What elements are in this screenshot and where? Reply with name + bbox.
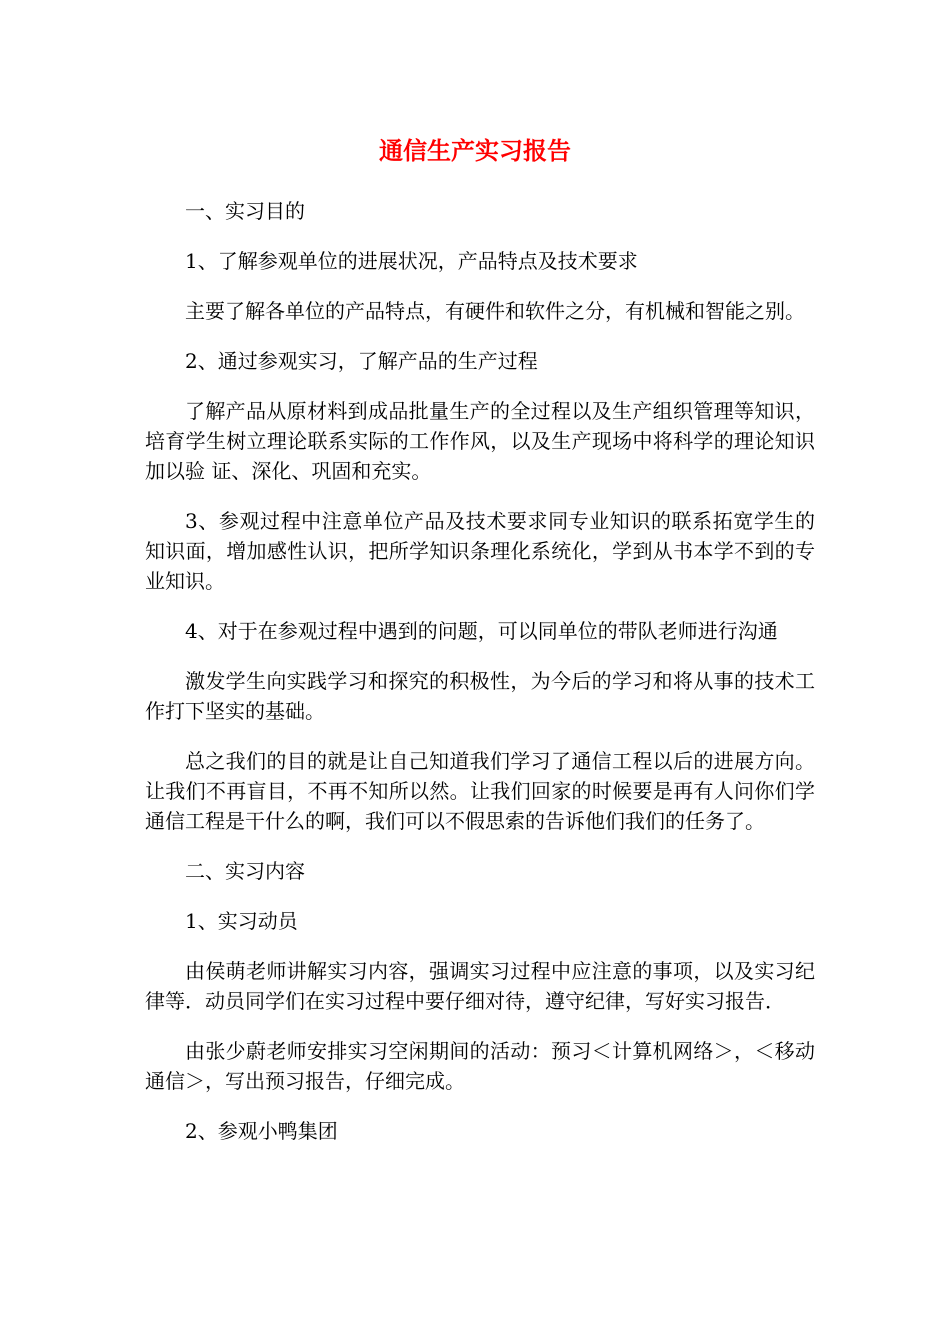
paragraph: 1、了解参观单位的进展状况，产品特点及技术要求 xyxy=(185,249,638,273)
paragraph: 2、参观小鸭集团 xyxy=(185,1119,338,1143)
document-title: 通信生产实习报告 xyxy=(379,137,571,165)
paragraph: 3、参观过程中注意单位产品及技术要求同专业知识的联系拓宽学生的知识面，增加感性认识，把所学知识条理化系统化，学到从书本学不到的专业知识。 xyxy=(145,509,815,593)
paragraph: 2、通过参观实习，了解产品的生产过程 xyxy=(185,349,538,373)
paragraph: 激发学生向实践学习和探究的积极性，为今后的学习和将从事的技术工作打下坚实的基础。 xyxy=(145,669,815,723)
paragraph: 主要了解各单位的产品特点，有硬件和软件之分，有机械和智能之别。 xyxy=(185,299,805,323)
document-body xyxy=(145,196,815,1166)
paragraph: 由张少蔚老师安排实习空闲期间的活动：预习＜计算机网络＞，＜移动通信＞，写出预习报告，仔细完成。 xyxy=(145,1039,815,1093)
section-heading-1: 一、实习目的 xyxy=(185,199,305,223)
paragraph: 1、实习动员 xyxy=(185,909,298,933)
section-heading-2: 二、实习内容 xyxy=(185,859,305,883)
paragraph: 4、对于在参观过程中遇到的问题，可以同单位的带队老师进行沟通 xyxy=(185,619,778,643)
paragraph: 由侯萌老师讲解实习内容，强调实习过程中应注意的事项，以及实习纪律等．动员同学们在实习过程中要仔细对待，遵守纪律，写好实习报告． xyxy=(145,959,815,1013)
paragraph: 了解产品从原材料到成品批量生产的全过程以及生产组织管理等知识，培育学生树立理论联系实际的工作作风，以及生产现场中将科学的理论知识加以验 证、深化、巩固和充实。 xyxy=(145,399,815,483)
paragraph: 总之我们的目的就是让自己知道我们学习了通信工程以后的进展方向。让我们不再盲目，不再不知所以然。让我们回家的时候要是再有人问你们学通信工程是干什么的啊，我们可以不假思索的告诉他们我们的任务了。 xyxy=(145,749,815,833)
